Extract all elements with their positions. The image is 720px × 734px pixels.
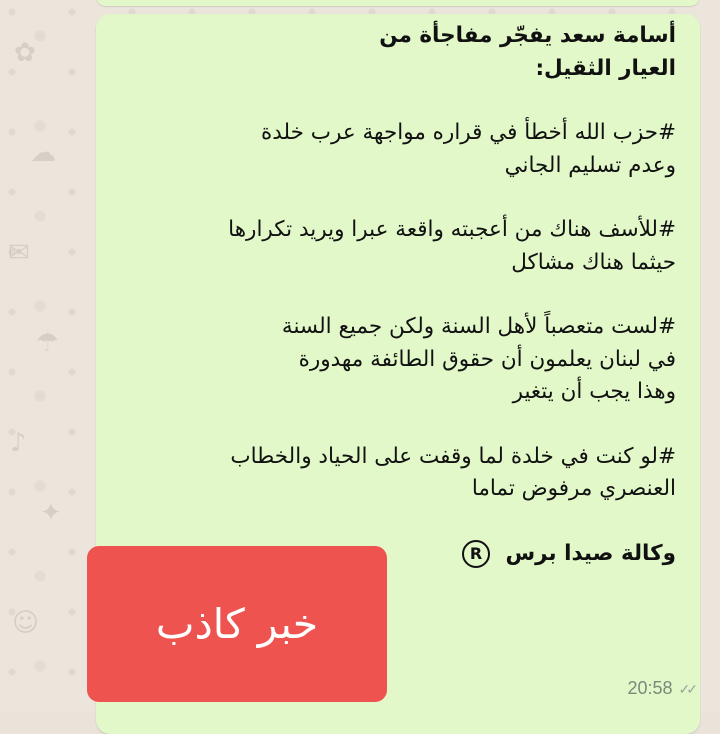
paragraph-line: في لبنان يعلمون أن حقوق الطائفة مهدورة [298,346,676,372]
fake-news-text: خبر كاذب [155,600,319,648]
previous-message-bubble[interactable] [96,0,700,6]
paragraph-line: #حزب الله أخطأ في قراره مواجهة عرب خلدة [260,120,676,145]
doodle-icon: ☂ [36,328,60,358]
message-paragraph [116,117,676,182]
double-check-icon: ✓✓ [678,681,694,697]
registered-icon: R [462,540,490,568]
message-paragraph [116,214,676,279]
message-time: 20:58 [627,678,673,698]
doodle-icon: ☺ [12,608,40,638]
paragraph-line: #لو كنت في خلدة لما وقفت على الحياد والخطاب [230,443,676,469]
source-label: وكالة صيدا برس [505,540,676,566]
paragraph-line: وهذا يجب أن يتغير [512,379,676,404]
message-text [116,20,676,570]
message-paragraph [116,311,676,409]
paragraph-line: وعدم تسليم الجاني [504,152,676,178]
paragraph-line: #للأسف هناك من أعجبته واقعة عبرا ويريد تكرارها [228,217,676,242]
paragraph-line: #لست متعصباً لأهل السنة ولكن جميع السنة [281,314,676,339]
message-headline [116,20,676,85]
doodle-icon: ✉ [8,238,30,268]
doodle-icon: ☁ [30,138,56,168]
paragraph-line: حيثما هناك مشاكل [511,249,676,275]
message-meta [627,678,694,699]
doodle-icon: ✿ [14,38,36,68]
headline-line: أسامة سعد يفجّر مفاجأة من [379,23,676,48]
doodle-icon: ✦ [40,498,62,528]
message-paragraph [116,441,676,506]
headline-line: العيار الثقيل: [535,55,676,81]
doodle-icon: ♪ [10,428,27,458]
paragraph-line: العنصري مرفوض تماما [471,476,676,501]
fake-news-label [87,546,387,702]
